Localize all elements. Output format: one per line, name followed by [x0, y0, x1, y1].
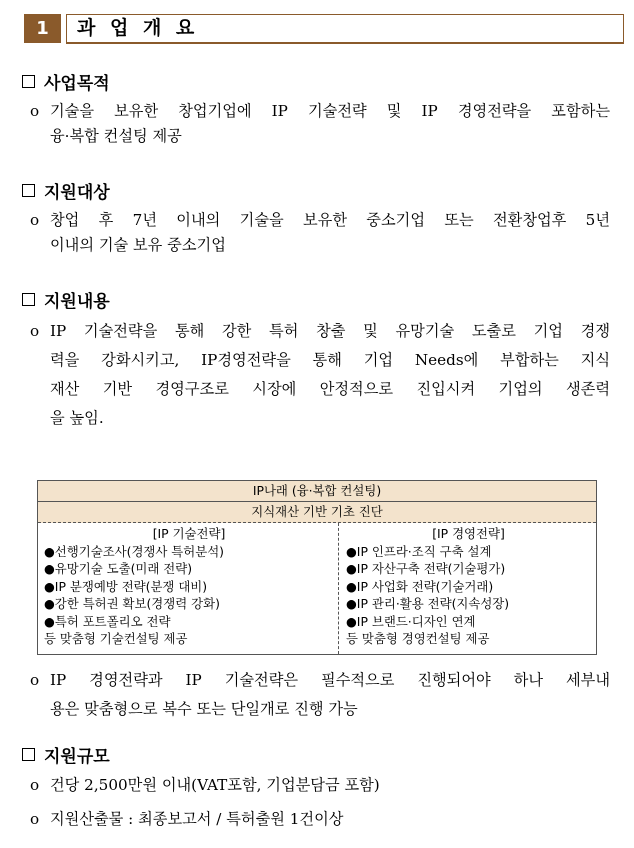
heading-scale [22, 742, 110, 767]
checkbox-icon [22, 184, 35, 197]
target-paragraph [30, 208, 610, 258]
heading-scale-label: 지원규모 [44, 747, 110, 767]
heading-purpose [22, 69, 110, 94]
list-item: ●특허 포트폴리오 전략 [44, 613, 171, 629]
target-line-2: 이내의 기술 보유 중소기업 [50, 236, 226, 254]
bullet: o [30, 102, 40, 120]
list-item: ●선행기술조사(경쟁사 특허분석) [44, 543, 225, 559]
section-number-badge: 1 [24, 14, 61, 43]
bullet: o [30, 671, 40, 689]
heading-content [22, 287, 110, 312]
table-header-row: IP나래 (융·복합 컨설팅) [38, 481, 596, 502]
management-strategy-head: [IP 경영전략] [432, 526, 505, 541]
content-note-line-1: IP 경영전략과 IP 기술전략은 필수적으로 진행되어야 하나 세부내 [50, 671, 610, 689]
tech-strategy-head: [IP 기술전략] [152, 526, 226, 541]
list-item: ●IP 사업화 전략(기술거래) [346, 578, 494, 594]
list-item: ●IP 인프라·조직 구축 설계 [346, 543, 492, 559]
scale-item-2-text: 지원산출물 : 최종보고서 / 특허출원 1건이상 [50, 810, 344, 828]
checkbox-icon [22, 75, 35, 88]
heading-target [22, 178, 110, 203]
management-strategy-column [346, 525, 591, 653]
content-line-3: 재산 기반 경영구조로 시장에 안정적으로 진입시켜 기업의 생존력 [50, 380, 610, 398]
list-item: ●IP 자산구축 전략(기술평가) [346, 561, 506, 576]
bullet: o [30, 322, 40, 340]
content-line-1: IP 기술전략을 통해 강한 특허 창출 및 유망기술 도출로 기업 경쟁 [50, 322, 610, 340]
content-line-2: 력을 강화시키고, IP경영전략을 통해 기업 Needs에 부합하는 지식 [50, 351, 610, 369]
purpose-line-1: 기술을 보유한 창업기업에 IP 기술전략 및 IP 경영전략을 포함하는 [50, 102, 610, 120]
purpose-paragraph [30, 99, 610, 149]
content-line-4: 을 높임. [50, 409, 104, 427]
consulting-table [37, 480, 597, 655]
list-item: ●IP 관리·활용 전략(지속성장) [346, 596, 510, 611]
heading-target-label: 지원대상 [44, 183, 110, 203]
list-item: 등 맞춤형 경영컨설팅 제공 [346, 631, 490, 646]
bullet: o [30, 776, 40, 794]
tech-strategy-column [44, 525, 334, 653]
heading-content-label: 지원내용 [44, 292, 110, 312]
section-title: 과 업 개 요 [66, 14, 624, 44]
list-item: ●IP 분쟁예방 전략(분쟁 대비) [44, 578, 208, 594]
scale-item-1-text: 건당 2,500만원 이내(VAT포함, 기업분담금 포함) [50, 776, 380, 794]
target-line-1: 창업 후 7년 이내의 기술을 보유한 중소기업 또는 전환창업후 5년 [50, 211, 610, 229]
column-divider [338, 523, 339, 654]
bullet: o [30, 810, 40, 828]
table-subheader-row: 지식재산 기반 기초 진단 [38, 502, 596, 523]
bullet: o [30, 211, 40, 229]
content-paragraph [30, 317, 610, 433]
list-item: ●IP 브랜드·디자인 연계 [346, 613, 476, 629]
content-note-line-2: 용은 맞춤형으로 복수 또는 단일개로 진행 가능 [50, 700, 358, 718]
checkbox-icon [22, 748, 35, 761]
list-item: 등 맞춤형 기술컨설팅 제공 [44, 631, 188, 646]
checkbox-icon [22, 293, 35, 306]
scale-item-2 [30, 807, 610, 832]
heading-purpose-label: 사업목적 [44, 74, 110, 94]
list-item: ●유망기술 도출(미래 전략) [44, 561, 193, 576]
content-note-paragraph [30, 666, 610, 724]
scale-item-1 [30, 773, 610, 798]
purpose-line-2: 융·복합 컨설팅 제공 [50, 127, 182, 145]
list-item: ●강한 특허권 확보(경쟁력 강화) [44, 596, 220, 611]
